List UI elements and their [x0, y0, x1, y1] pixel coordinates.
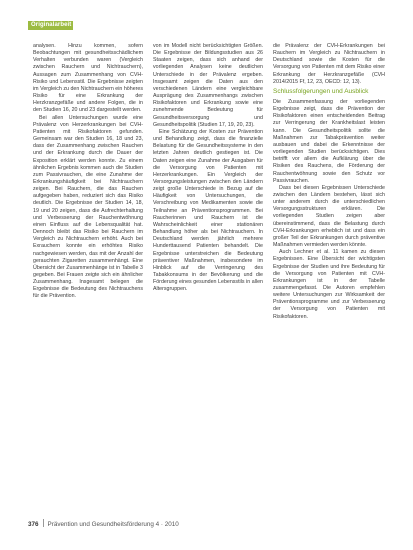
- journal-citation: Prävention und Gesundheitsförderung 4 · 2010: [47, 521, 179, 528]
- footer-divider: [43, 519, 44, 527]
- page-footer: [28, 519, 388, 529]
- text-column-3: [273, 43, 385, 321]
- paragraph: analysen. Hinzu kommen, sofern Beobachtungen mit gesundheitsschädlichem Verhalten verbunden waren (Vergleich zwischen Rauchern und Nichtrauchern), Aussagen zum Zusammenhang von CVH-Risiko und Lebensstil. Die Ergebnisse zeigten im Vergleich zu den Nichtrauchern ein höheres Risiko für eine Erkrankung der Herzkranzgefäße und andere Folgen, die in den Studien 16, 20 und 23 dargestellt werden.: [33, 43, 143, 114]
- section-heading: Schlussfolgerungen und Ausblick: [273, 87, 369, 95]
- paragraph: Dass bei diesen Ergebnissen Unterschiede zwischen den Ländern bestehen, lässt sich unter anderem durch die unterschiedlichen Versorgungsstrukturen erklären. Die vorliegenden Studien zeigen aber übereinstimmend, dass die Belastung durch CVH-Erkrankungen erheblich ist und dass ein großer Teil der Erkrankungen durch präventive Maßnahmen vermieden werden könnte.: [273, 184, 385, 249]
- text-column-2: [153, 43, 263, 293]
- paragraph: von im Modell nicht berücksichtigten Größen. Die Ergebnisse der Bildungsstudien aus 26 Staaten zeigen, dass sich anhand der vorliegenden Analysen keine deutlichen Unterschiede in der Prävalenz ergeben. Insgesamt zeigen die Daten aus den verschiedenen Ländern eine vergleichbare Ausprägung des Zusammenhangs zwischen Risikofaktoren und Erkrankung sowie eine zunehmende Bedeutung für Gesundheitsversorgung und Gesundheitspolitik (Studien 17, 19, 20, 23).: [153, 43, 263, 128]
- paragraph: Eine Schätzung der Kosten zur Prävention und Behandlung zeigt, dass die finanzielle Belastung für die Gesundheitssysteme in den letzten Jahren deutlich gestiegen ist. Die Daten zeigen eine Zunahme der Ausgaben für die Versorgung von Patienten mit Herzerkrankungen. Ein Vergleich der Versorgungsleistungen zwischen den Ländern zeigt große Unterschiede in Bezug auf die Häufigkeit von Untersuchungen, die Verschreibung von Medikamenten sowie die Teilnahme an Präventionsprogrammen. Bei Raucherinnen und Rauchern ist die Wahrscheinlichkeit einer stationären Behandlung höher als bei Nichtrauchern. In Deutschland werden jährlich mehrere Hunderttausend Patienten behandelt. Die Ergebnisse unterstreichen die Bedeutung präventiver Maßnahmen, insbesondere im Hinblick auf die Verringerung des Tabakkonsums in der Bevölkerung und die Förderung eines gesunden Lebensstils in allen Altersgruppen.: [153, 128, 263, 293]
- section-badge: Originalarbeit: [28, 21, 73, 30]
- text-column-1: [33, 43, 143, 301]
- paragraph: Die Zusammenfassung der vorliegenden Ergebnisse zeigt, dass die Prävention der Risikofaktoren einen entscheidenden Beitrag zur Verringerung der Krankheitslast leisten kann. Die Gesundheitspolitik sollte die Maßnahmen zur Tabakprävention weiter ausbauen und dabei die Erkenntnisse der vorliegenden Studien berücksichtigen. Dies betrifft vor allem die Aufklärung über die Risiken des Rauchens, die Förderung der Rauchentwöhnung sowie den Schutz vor Passivrauchen.: [273, 98, 385, 184]
- paragraph: Bei allen Untersuchungen wurde eine Prävalenz von Herzerkrankungen bei CVH-Patienten mit Risikofaktoren gefunden. Gemeinsam war den Studien 16, 18 und 23, dass der Zusammenhang zwischen Rauchen und der Erkrankung durch die Dauer der Exposition erklärt werden konnte. Zu einem ähnlichen Ergebnis kommen auch die Studien zum Passivrauchen, die eine Zunahme der Erkrankungshäufigkeit bei Nichtrauchern zeigen. Bei Rauchern, die das Rauchen aufgegeben haben, reduziert sich das Risiko deutlich. Die Ergebnisse der Studien 14, 18, 19 und 20 zeigen, dass die Aufrechterhaltung und Verbesserung der Rauchentwöhnung einen Einfluss auf die Lebensqualität hat. Dennoch bleibt das Risiko bei Rauchern im Vergleich zu Nichtrauchern erhöht. Auch bei Exrauchern konnte ein erhöhtes Risiko nachgewiesen werden, das mit der Anzahl der gerauchten Zigaretten zusammenhängt. Eine Übersicht der Zusammenhänge ist in Tabelle 3 gegeben. Bei Frauen zeigte sich ein ähnlicher Zusammenhang. Insgesamt belegen die Ergebnisse die Bedeutung des Nichtrauchens für die Prävention.: [33, 114, 143, 300]
- paragraph: die Prävalenz der CVH-Erkrankungen bei Rauchern im Vergleich zu Nichtrauchern in Deutschland sowie die Kosten für die Versorgung von Patienten mit dem Risiko einer Erkrankung der Herzkranzgefäße (CVH 2014/2015 Ff, 12, 23, OECD: 12, 13).: [273, 43, 385, 85]
- page-number: 376: [28, 521, 39, 528]
- paragraph: Auch Lechner et al. 11 kamen zu diesen Ergebnissen. Eine Übersicht der wichtigsten Ergebnisse der Studien und ihre Bedeutung für die Versorgung von Patienten mit CVH-Erkrankungen ist in der Tabelle zusammengefasst. Die Autoren empfehlen weitere Untersuchungen zur Wirksamkeit der Präventionsprogramme und zur Verbesserung der Versorgung von Patienten mit Risikofaktoren.: [273, 249, 385, 320]
